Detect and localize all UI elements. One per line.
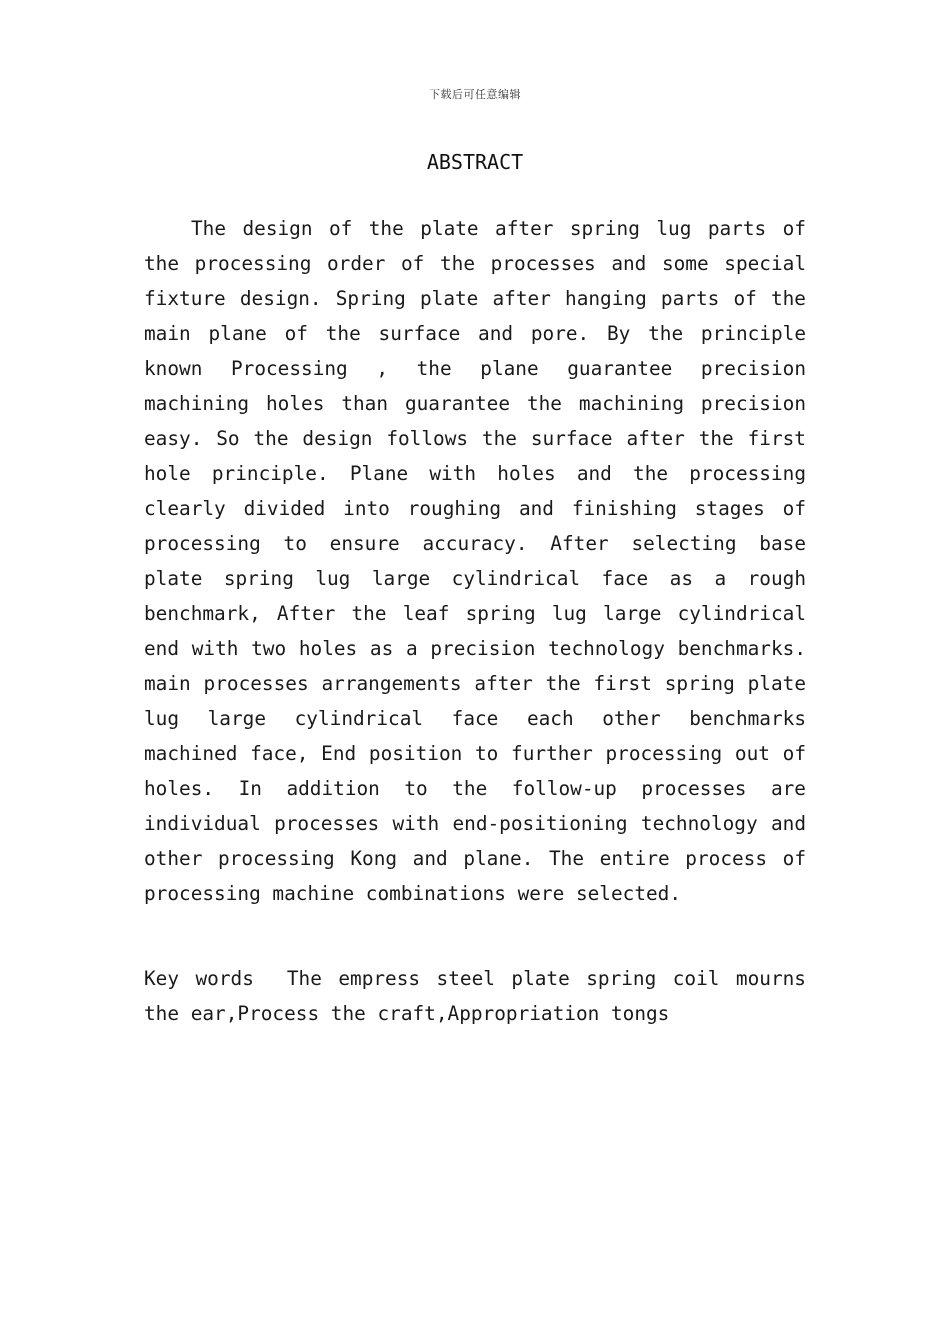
abstract-title: ABSTRACT <box>426 150 524 174</box>
header-note: 下载后可任意编辑 <box>429 88 521 101</box>
abstract-paragraph: The design of the plate after spring lug parts of the processing order of the processes and some special fixture design. Spring plate after hanging parts of the main plane of the surface and pore. By the principle known Processing , the plane guarantee precision machining holes than guarantee the machining precision easy. So the design follows the surface after the first hole principle. Plane with holes and the processing clearly divided into roughing and finishing stages of processing to ensure accuracy. After selecting base plate spring lug large cylindrical face as a rough benchmark, After the leaf spring lug large cylindrical end with two holes as a precision technology benchmarks. main processes arrangements after the first spring plate lug large cylindrical face each other benchmarks machined face, End position to further processing out of holes. In addition to the follow-up processes are individual processes with end-positioning technology and other processing Kong and plane. The entire process of processing machine combinations were selected. <box>144 217 806 905</box>
keywords-paragraph <box>144 961 806 1031</box>
keywords-text: The empress steel plate spring coil mourns the ear,Process the craft,Appropriation tongs <box>144 967 806 1025</box>
keywords-label: Key words <box>144 967 254 990</box>
